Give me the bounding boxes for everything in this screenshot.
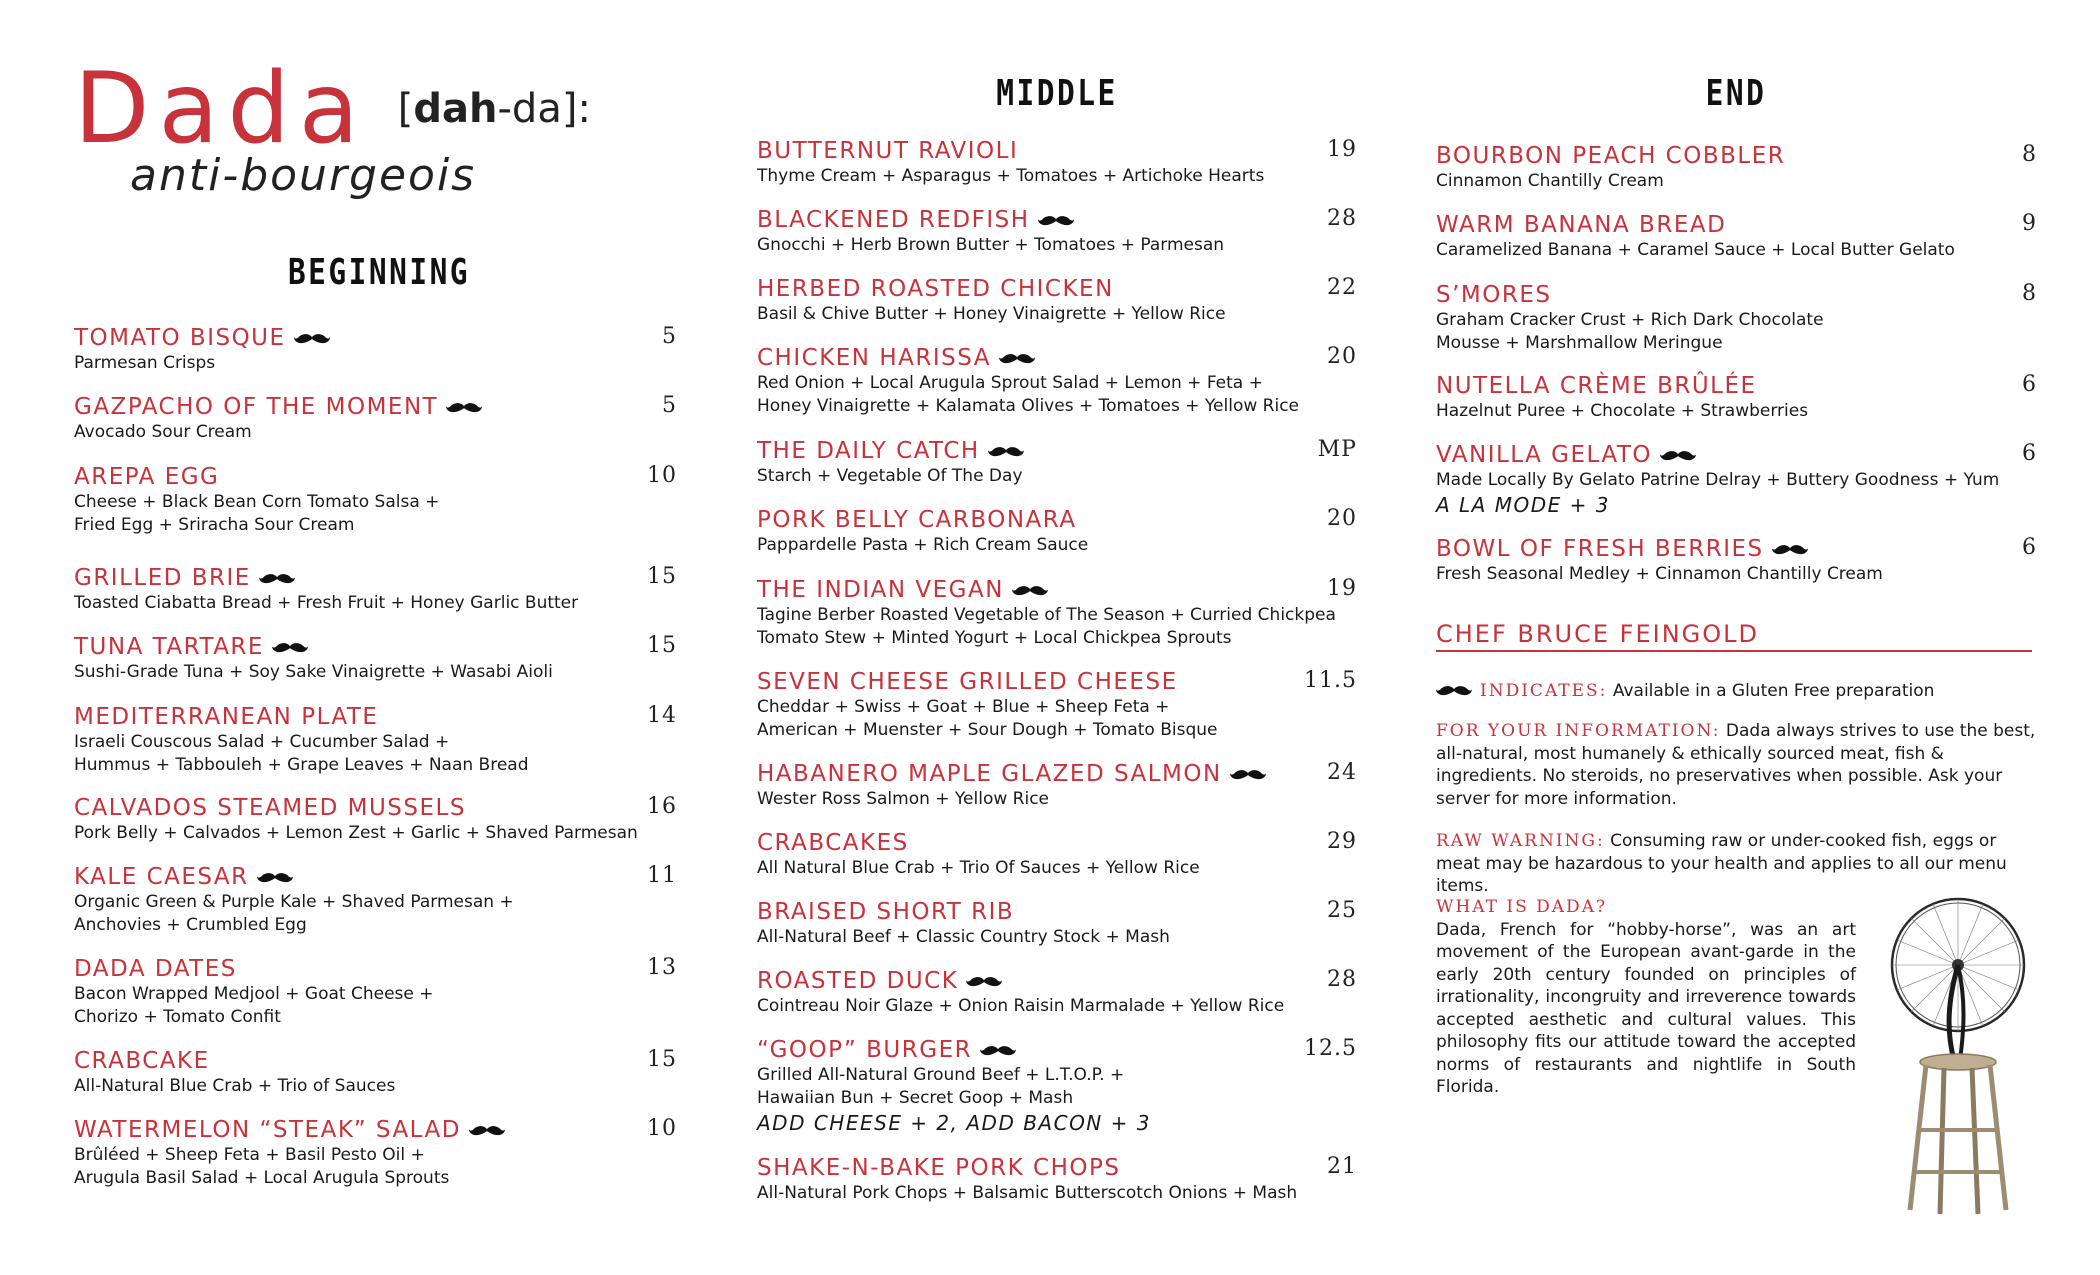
menu-item	[74, 794, 677, 845]
item-price: 16	[647, 794, 677, 819]
logo-definition: anti-bourgeois	[130, 150, 477, 201]
item-price: 9	[2022, 211, 2037, 236]
item-description: Fried Egg + Sriracha Sour Cream	[74, 515, 355, 535]
item-description: Tagine Berber Roasted Vegetable of The Season + Curried Chickpea	[757, 605, 1336, 625]
logo-word: Dada	[74, 52, 368, 166]
item-name: WATERMELON “STEAK” SALAD	[74, 1116, 674, 1144]
chef-heading	[1436, 620, 2032, 652]
item-price: 6	[2022, 441, 2037, 466]
item-description: Fresh Seasonal Medley + Cinnamon Chantilly Cream	[1436, 564, 1883, 584]
item-name: GAZPACHO OF THE MOMENT	[74, 393, 674, 421]
item-description: Thyme Cream + Asparagus + Tomatoes + Artichoke Hearts	[757, 166, 1265, 186]
item-description: All-Natural Blue Crab + Trio of Sauces	[74, 1076, 396, 1096]
menu-item	[74, 703, 677, 777]
item-description: All-Natural Pork Chops + Balsamic Butterscotch Onions + Mash	[757, 1183, 1298, 1203]
item-name: BRAISED SHORT RIB	[757, 899, 1015, 925]
beginning-title: BEGINNING	[287, 252, 471, 293]
menu-item	[74, 564, 677, 615]
item-name: GRILLED BRIE	[74, 564, 674, 592]
fyi-note	[1436, 720, 2036, 810]
item-description: Cheddar + Swiss + Goat + Blue + Sheep Feta +	[757, 697, 1170, 717]
menu-item	[757, 967, 1357, 1018]
indicates-text: Available in a Gluten Free preparation	[1612, 681, 1935, 701]
gluten-free-note	[1436, 680, 2036, 703]
menu-item	[757, 576, 1357, 650]
chef-name: CHEF BRUCE FEINGOLD	[1436, 620, 1759, 648]
item-description: Bacon Wrapped Medjool + Goat Cheese +	[74, 984, 434, 1004]
item-name: VANILLA GELATO	[1436, 441, 2036, 469]
menu-item	[757, 898, 1357, 949]
menu-item	[1436, 372, 2036, 423]
menu-item	[757, 1036, 1357, 1136]
mustache-icon	[1038, 214, 1074, 228]
item-description: Graham Cracker Crust + Rich Dark Chocolate	[1436, 310, 1824, 330]
item-description: Honey Vinaigrette + Kalamata Olives + Tomatoes + Yellow Rice	[757, 396, 1299, 416]
mustache-icon	[272, 641, 308, 655]
menu-item	[1436, 211, 2036, 262]
menu-item	[74, 1047, 677, 1098]
menu-item	[757, 344, 1357, 418]
mustache-icon	[294, 332, 330, 346]
item-price: 25	[1327, 898, 1357, 923]
menu-item	[757, 668, 1357, 742]
item-name: AREPA EGG	[74, 464, 220, 490]
item-name: S’MORES	[1436, 282, 1552, 308]
item-description: Tomato Stew + Minted Yogurt + Local Chickpea Sprouts	[757, 628, 1232, 648]
item-description: Wester Ross Salmon + Yellow Rice	[757, 789, 1050, 809]
menu-item	[74, 324, 677, 375]
menu-item	[757, 506, 1357, 557]
item-description: Arugula Basil Salad + Local Arugula Sprouts	[74, 1168, 450, 1188]
item-price: 22	[1327, 275, 1357, 300]
item-description: Basil & Chive Butter + Honey Vinaigrette + Yellow Rice	[757, 304, 1226, 324]
item-description: Pork Belly + Calvados + Lemon Zest + Garlic + Shaved Parmesan	[74, 823, 638, 843]
item-name: NUTELLA CRÈME BRÛLÉE	[1436, 373, 1757, 399]
item-description: Avocado Sour Cream	[74, 422, 252, 442]
item-name: WARM BANANA BREAD	[1436, 212, 1727, 238]
item-description: All-Natural Beef + Classic Country Stock + Mash	[757, 927, 1170, 947]
middle-title: MIDDLE	[996, 73, 1118, 114]
item-name: CALVADOS STEAMED MUSSELS	[74, 795, 466, 821]
item-price: 20	[1327, 344, 1357, 369]
item-price: 6	[2022, 372, 2037, 397]
indicates-label: INDICATES:	[1480, 681, 1608, 701]
item-description: Israeli Couscous Salad + Cucumber Salad +	[74, 732, 450, 752]
item-name: THE INDIAN VEGAN	[757, 576, 1357, 604]
logo-pronunciation: [dah-da]:	[397, 86, 591, 132]
menu-item	[1436, 281, 2036, 355]
item-name: THE DAILY CATCH	[757, 437, 1357, 465]
menu-item	[1436, 441, 2036, 518]
end-title: END	[1705, 73, 1767, 114]
mustache-icon	[1772, 543, 1808, 557]
item-price: 15	[647, 564, 677, 589]
item-description: Hazelnut Puree + Chocolate + Strawberries	[1436, 401, 1809, 421]
item-price: 10	[647, 463, 677, 488]
item-description: Hummus + Tabbouleh + Grape Leaves + Naan Bread	[74, 755, 529, 775]
item-description: Grilled All-Natural Ground Beef + L.T.O.P. +	[757, 1065, 1125, 1085]
item-price: 28	[1327, 206, 1357, 231]
mustache-icon	[259, 572, 295, 586]
mustache-icon	[1660, 449, 1696, 463]
item-add-on: A LA MODE + 3	[1436, 493, 1610, 517]
item-price: 13	[647, 955, 677, 980]
item-price: 14	[647, 703, 677, 728]
item-name: PORK BELLY CARBONARA	[757, 507, 1077, 533]
item-price: 5	[662, 324, 677, 349]
item-price: 10	[647, 1116, 677, 1141]
item-price: 24	[1327, 760, 1357, 785]
mustache-icon	[966, 975, 1002, 989]
what-is-dada-text: Dada, French for “hobby-horse”, was an art movement of the European avant-garde in the early 20th century founded on principles of irrationality, incongruity and irreverence towards accepted aesthetic and cultural values. This philosophy fits our attitude toward the accepted norms of restaurants and nightlife in South Florida.	[1436, 919, 1856, 1097]
bicycle-wheel-stool-image	[1888, 890, 2028, 1220]
item-description: Made Locally By Gelato Patrine Delray + Buttery Goodness + Yum	[1436, 470, 2000, 490]
item-price: 11	[647, 863, 677, 888]
mustache-icon	[1230, 768, 1266, 782]
mustache-icon	[999, 352, 1035, 366]
item-name: DADA DATES	[74, 956, 237, 982]
menu-item	[74, 393, 677, 444]
fyi-label: FOR YOUR INFORMATION:	[1436, 721, 1721, 741]
item-description: Hawaiian Bun + Secret Goop + Mash	[757, 1088, 1074, 1108]
item-description: Starch + Vegetable Of The Day	[757, 466, 1023, 486]
item-name: “GOOP” BURGER	[757, 1036, 1357, 1064]
item-name: KALE CAESAR	[74, 863, 674, 891]
menu-item	[757, 829, 1357, 880]
item-description: Gnocchi + Herb Brown Butter + Tomatoes + Parmesan	[757, 235, 1225, 255]
fyi-text: Dada always strives to use the best, all-natural, most humanely & ethically sourced meat, fish & ingredients. No steroids, no preservatives when possible. Ask your server for more information.	[1436, 721, 2036, 809]
item-description: Caramelized Banana + Caramel Sauce + Local Butter Gelato	[1436, 240, 1955, 260]
item-price: MP	[1317, 437, 1357, 462]
item-description: Brûléed + Sheep Feta + Basil Pesto Oil +	[74, 1145, 425, 1165]
item-price: 8	[2022, 281, 2037, 306]
item-name: TOMATO BISQUE	[74, 324, 674, 352]
item-description: Pappardelle Pasta + Rich Cream Sauce	[757, 535, 1089, 555]
item-description: Anchovies + Crumbled Egg	[74, 915, 307, 935]
item-price: 15	[647, 633, 677, 658]
mustache-icon	[1436, 684, 1472, 698]
item-description: Toasted Ciabatta Bread + Fresh Fruit + Honey Garlic Butter	[74, 593, 579, 613]
menu-item	[757, 137, 1357, 188]
mustache-icon	[988, 445, 1024, 459]
item-price: 29	[1327, 829, 1357, 854]
item-description: Mousse + Marshmallow Meringue	[1436, 333, 1723, 353]
mustache-icon	[446, 401, 482, 415]
item-price: 15	[647, 1047, 677, 1072]
item-name: BUTTERNUT RAVIOLI	[757, 138, 1019, 164]
item-price: 6	[2022, 535, 2037, 560]
menu-item	[757, 206, 1357, 257]
item-price: 12.5	[1304, 1036, 1357, 1061]
menu-item	[757, 1154, 1357, 1205]
item-name: BLACKENED REDFISH	[757, 206, 1357, 234]
item-name: CHICKEN HARISSA	[757, 344, 1357, 372]
item-price: 5	[662, 393, 677, 418]
item-price: 20	[1327, 506, 1357, 531]
item-price: 21	[1327, 1154, 1357, 1179]
item-description: Organic Green & Purple Kale + Shaved Parmesan +	[74, 892, 514, 912]
menu-item	[74, 1116, 677, 1190]
what-is-dada	[1436, 896, 1856, 1099]
item-name: MEDITERRANEAN PLATE	[74, 704, 379, 730]
item-description: Cinnamon Chantilly Cream	[1436, 171, 1664, 191]
menu-item	[74, 863, 677, 937]
item-name: TUNA TARTARE	[74, 633, 674, 661]
item-name: HERBED ROASTED CHICKEN	[757, 276, 1114, 302]
item-name: ROASTED DUCK	[757, 967, 1357, 995]
logo	[74, 52, 634, 201]
item-name: CRABCAKE	[74, 1048, 210, 1074]
item-add-on: ADD CHEESE + 2, ADD BACON + 3	[757, 1111, 1151, 1135]
raw-warning-label: RAW WARNING:	[1436, 831, 1605, 851]
raw-warning-note	[1436, 830, 2036, 898]
item-description: All Natural Blue Crab + Trio Of Sauces + Yellow Rice	[757, 858, 1200, 878]
item-description: Red Onion + Local Arugula Sprout Salad + Lemon + Feta +	[757, 373, 1263, 393]
item-name: CRABCAKES	[757, 830, 909, 856]
item-description: Parmesan Crisps	[74, 353, 216, 373]
item-name: BOWL OF FRESH BERRIES	[1436, 535, 2036, 563]
menu-item	[757, 437, 1357, 488]
menu-item	[1436, 535, 2036, 586]
menu-item	[757, 275, 1357, 326]
mustache-icon	[980, 1044, 1016, 1058]
item-price: 19	[1327, 137, 1357, 162]
item-price: 28	[1327, 967, 1357, 992]
mustache-icon	[1012, 584, 1048, 598]
mustache-icon	[469, 1124, 505, 1138]
item-description: Cheese + Black Bean Corn Tomato Salsa +	[74, 492, 440, 512]
item-name: SEVEN CHEESE GRILLED CHEESE	[757, 669, 1178, 695]
menu-item	[74, 463, 677, 537]
mustache-icon	[257, 871, 293, 885]
item-name: SHAKE-N-BAKE PORK CHOPS	[757, 1155, 1121, 1181]
menu-item	[1436, 142, 2036, 193]
raw-warning-text: Consuming raw or under-cooked fish, eggs or meat may be hazardous to your health and applies to all our menu items.	[1436, 831, 2007, 896]
item-price: 8	[2022, 142, 2037, 167]
menu-item	[74, 955, 677, 1029]
menu-item	[74, 633, 677, 684]
item-description: Cointreau Noir Glaze + Onion Raisin Marmalade + Yellow Rice	[757, 996, 1285, 1016]
item-name: HABANERO MAPLE GLAZED SALMON	[757, 760, 1357, 788]
item-name: BOURBON PEACH COBBLER	[1436, 143, 1786, 169]
item-description: American + Muenster + Sour Dough + Tomato Bisque	[757, 720, 1218, 740]
menu-item	[757, 760, 1357, 811]
item-price: 11.5	[1304, 668, 1357, 693]
what-is-dada-label: WHAT IS DADA?	[1436, 897, 1608, 917]
item-description: Chorizo + Tomato Confit	[74, 1007, 281, 1027]
item-description: Sushi-Grade Tuna + Soy Sake Vinaigrette + Wasabi Aioli	[74, 662, 553, 682]
item-price: 19	[1327, 576, 1357, 601]
